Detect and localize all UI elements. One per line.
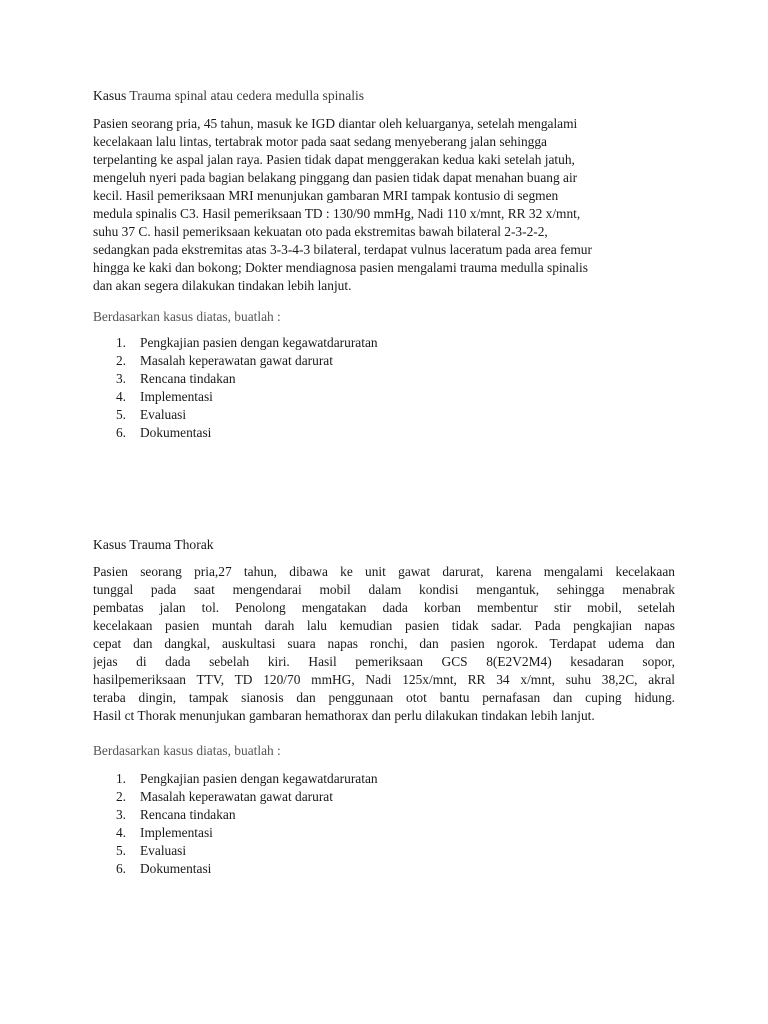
list-item-text: Dokumentasi: [140, 425, 212, 440]
list-item-text: Dokumentasi: [140, 861, 212, 876]
list-item-number: 4.: [115, 389, 126, 404]
case2-line-6: jejas di dada sebelah kiri. Hasil pemeriksaan GCS 8(E2V2M4) kesadaran sopor,: [93, 654, 675, 669]
case2-line-5: cepat dan dangkal, auskultasi suara napas ronchi, dan pasien ngorok. Terdapat udema dan: [93, 636, 675, 651]
list-item-number: 3.: [115, 371, 126, 386]
case2-description: [93, 563, 675, 725]
list-item-number: 5.: [115, 843, 126, 858]
case2-line-8: teraba dingin, tampak sianosis dan penggunaan otot bantu pernafasan dan cuping hidung.: [93, 690, 675, 705]
case2-line-3: pembatas jalan tol. Penolong mengatakan dada korban membentur stir mobil, setelah: [93, 600, 675, 615]
list-item-number: 3.: [115, 807, 126, 822]
list-item-number: 6.: [115, 861, 126, 876]
case1-line-10: dan akan segera dilakukan tindakan lebih lanjut.: [93, 278, 352, 293]
list-item-text: Implementasi: [140, 825, 213, 840]
case2-title: Kasus Trauma Thorak: [93, 537, 214, 552]
case1-line-4: mengeluh nyeri pada bagian belakang pinggang dan pasien tidak dapat menahan buang air: [93, 170, 578, 185]
list-item-number: 5.: [115, 407, 126, 422]
case2-instruction: Berdasarkan kasus diatas, buatlah :: [93, 743, 281, 758]
list-item-text: Evaluasi: [140, 407, 187, 422]
case2-line-7: hasilpemeriksaan TTV, TD 120/70 mmHG, Nadi 125x/mnt, RR 34 x/mnt, suhu 38,2C, akral: [93, 672, 675, 687]
case1-instruction: Berdasarkan kasus diatas, buatlah :: [93, 309, 281, 324]
case1-description: [93, 115, 675, 295]
case1-line-7: suhu 37 C. hasil pemeriksaan kekuatan oto pada ekstremitas bawah bilateral 2-3-2-2,: [93, 224, 548, 239]
list-item-text: Pengkajian pasien dengan kegawatdaruratan: [140, 771, 378, 786]
list-item-number: 4.: [115, 825, 126, 840]
case1-line-6: medula spinalis C3. Hasil pemeriksaan TD : 130/90 mmHg, Nadi 110 x/mnt, RR 32 x/mnt,: [93, 206, 581, 221]
list-item-number: 6.: [115, 425, 126, 440]
case1-title-topic: Trauma spinal atau cedera medulla spinalis: [129, 88, 365, 103]
case1-line-9: hingga ke kaki dan bokong; Dokter mendiagnosa pasien mengalami trauma medulla spinalis: [93, 260, 588, 275]
list-item-text: Pengkajian pasien dengan kegawatdaruratan: [140, 335, 378, 350]
case1-line-1: Pasien seorang pria, 45 tahun, masuk ke IGD diantar oleh keluarganya, setelah mengalami: [93, 116, 578, 131]
list-item-number: 1.: [115, 335, 126, 350]
case1-title: [93, 87, 364, 105]
case1-line-8: sedangkan pada ekstremitas atas 3-3-4-3 bilateral, terdapat vulnus laceratum pada area femur: [93, 242, 592, 257]
case2-line-2: tunggal pada saat mengendarai mobil dalam kondisi mengantuk, sehingga menabrak: [93, 582, 675, 597]
case1-line-3: terpelanting ke aspal jalan raya. Pasien tidak dapat menggerakan kedua kaki setelah jatuh,: [93, 152, 575, 167]
case1-title-prefix: Kasus: [93, 88, 127, 103]
list-item-text: Masalah keperawatan gawat darurat: [140, 789, 333, 804]
list-item-text: Rencana tindakan: [140, 371, 236, 386]
list-item-number: 2.: [115, 789, 126, 804]
list-item-number: 2.: [115, 353, 126, 368]
case1-line-2: kecelakaan lalu lintas, tertabrak motor pada saat sedang menyeberang jalan sehingga: [93, 134, 547, 149]
case1-line-5: kecil. Hasil pemeriksaan MRI menunjukan gambaran MRI tampak kontusio di segmen: [93, 188, 559, 203]
list-item-text: Implementasi: [140, 389, 213, 404]
list-item-text: Masalah keperawatan gawat darurat: [140, 353, 333, 368]
list-item-number: 1.: [115, 771, 126, 786]
list-item-text: Rencana tindakan: [140, 807, 236, 822]
list-item-text: Evaluasi: [140, 843, 187, 858]
case2-line-4: kecelakaan pasien muntah darah lalu kemudian pasien tidak sadar. Pada pengkajian napas: [93, 618, 675, 633]
case2-line-9: Hasil ct Thorak menunjukan gambaran hemathorax dan perlu dilakukan tindakan lebih lanjut.: [93, 708, 595, 723]
case2-line-1: Pasien seorang pria,27 tahun, dibawa ke unit gawat darurat, karena mengalami kecelakaan: [93, 564, 675, 579]
